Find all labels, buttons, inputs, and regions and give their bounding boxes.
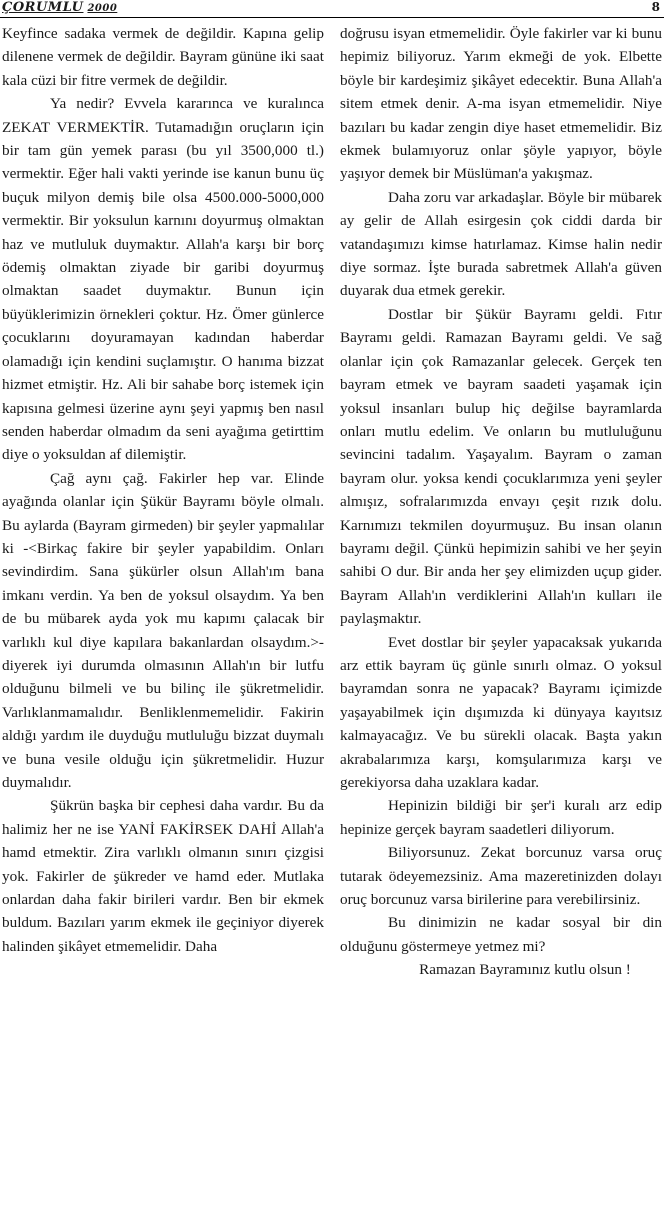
paragraph: Biliyorsunuz. Zekat borcunuz varsa oruç tutarak ödeyemezsiniz. Ama mazeretinizden dolayı oruç borcunuz varsa birilerine para verebilirsiniz.	[340, 844, 662, 909]
paragraph: Dostlar bir Şükür Bayramı geldi. Fıtır Bayramı geldi. Ramazan Bayramı geldi. Ve sağ olanlar için çok Ramazanlar gelecek. Gerçek ten bayram etmek ve bayram saadeti yaşamak için yoksul insanları bulup hiç değilse bayramlarda onları mutlu edelim. Ve onların bu mutluluğunu sevincini tadalım. Yaşayalım. Bayram o zaman bayram olur. yoksa kendi çocuklarımıza yeni şeyler almışız, sofralarımızda envayı çeşit rızık dolu. Karnımızı tekmilen doyurmuşuz. Bu insan olanın bayramı değil. Çünkü hepimizin sahibi ve her şeyin sahibi O dur. Bir anda her şey elimizden uçup gider. Bayram Allah'ın verdiklerini Allah'ın kulları ile paylaşmaktır.	[340, 305, 662, 628]
page-number: 8	[651, 0, 660, 14]
paragraph: Çağ aynı çağ. Fakirler hep var. Elinde ayağında olanlar için Şükür Bayramı böyle olmalı. Bu aylarda (Bayram girmeden) bir şeyler yapmalılar ki -<Birkaç fakire bir şeyler yapabildim. Onları sevindirdim. Sana şükürler olsun Allah'ım bana imkanı verdin. Ya ben de yoksul olsaydım. Ya ben de bu mübarek ayda yok mu kapımı çalacak bir varlıklı kul diye kapılara bakanlardan olsaydım.>- diyerek iyi durumda olmasının Allah'ın bir lutfu olduğunu bilmeli ve bu bilinç ile şükretmelidir. Varlıklanmamalıdır. Benliklenmemelidir. Fakirin aldığı yardım ile duyduğu mutluluğu bizzat duymalı ve buna vesile olduğu için şükretmelidir. Huzur duymalıdır.	[2, 469, 324, 791]
page-header	[0, 0, 664, 20]
paragraph: Şükrün başka bir cephesi daha vardır. Bu da halimiz her ne ise YANİ FAKİRSEK DAHİ Allah'a hamd etmektir. Zira varlıklı olmanın sınırı çizgisi yok. Fakirler de şükreder ve hamd eder. Mutlaka onlardan daha fakir birileri vardır. Ben bir ekmek buldum. Bazıları yarım ekmek ile geçiniyor diyerek halinden şikâyet etmemelidir. Daha	[2, 797, 324, 955]
paragraph: Keyfince sadaka vermek de değildir. Kapına gelip dilenene vermek de değildir. Bayram gününe iki saat kala cüzi bir fitre vermek de değildir.	[2, 25, 324, 89]
publication-name: ÇORUMLU	[2, 0, 84, 15]
paragraph: Evet dostlar bir şeyler yapacaksak yukarıda arz ettik bayram üç günle sınırlı olmaz. O yoksul bayramdan sonra ne yapacak? Bayramı içimizde yaşayabilmek için dışımızda ki dünyaya kayıtsız kalmayacağız. Ve bu sürekli olacak. Başta yakın akrabalarımıza karşı, komşularımıza karşı ve gerekiyorsa daha uzaklara kadar.	[340, 633, 662, 791]
paragraph: Bu dinimizin ne kadar sosyal bir din olduğunu göstermeye yetmez mi?	[340, 914, 662, 955]
paragraph: doğrusu isyan etmemelidir. Öyle fakirler var ki bunu hepimiz biliyoruz. Yarım ekmeği de yok. Elbette böyle bir kardeşimiz şikâyet edecektir. Buna Allah'a sitem etmek denir. A-ma isyan etmemelidir. Niye bazıları bu kadar zengin diye haset etmemelidir. Biz ekmek bulamıyoruz onlar şöyle yapıyor, böyle yaşıyor demek bir Müslüman'a yakışmaz.	[340, 25, 662, 183]
paragraph: Hepinizin bildiği bir şer'i kuralı arz edip hepinize gerçek bayram saadetleri diliyorum.	[340, 797, 662, 838]
closing-greeting: Ramazan Bayramınız kutlu olsun !	[419, 961, 631, 979]
publication-title	[2, 0, 117, 15]
right-column	[340, 22, 662, 1214]
paragraph: Daha zoru var arkadaşlar. Böyle bir mübarek ay gelir de Allah esirgesin çok ciddi darda bir vatandaşımızı kimse hatırlamaz. Kimse halin nedir diye sormaz. İşte burada sabretmek Allah'a güven duyarak dua etmek gerekir.	[340, 188, 662, 300]
publication-year: 2000	[87, 3, 118, 14]
paragraph: Ya nedir? Evvela kararınca ve kuralınca ZEKAT VERMEKTİR. Tutamadığın oruçların için bir tam gün yemek parası (bu yıl 3500,000 tl.) vermektir. Eğer hali vakti yerinde ise kanun bunu üç buçuk milyon demiş bile olsa 4500.000-5000,000 vermektir. Bir yoksulun karnını doyurmuş olmaktan haz ve mutluluk duymaktır. Allah'a karşı bir borç ödemiş olmaktan ziyade bir garibi doyurmuş olmaktan saadet duymaktır. Bunun için büyüklerimizin örnekleri çoktur. Hz. Ömer günlerce çocuklarını doyuramayan kadından haberdar olamadığı için kendini suçlamıştır. O hanıma bizzat hizmet etmiştir. Hz. Ali bir sahabe borç istemek için kapısına gelmesi üzerine aynı şeyi yapmış ben nasıl senden haberdar olmadım da seni ayağıma getirttim diye o yoksuldan af dilemiştir.	[2, 95, 324, 464]
left-column	[2, 22, 324, 1214]
header-divider	[0, 17, 664, 18]
